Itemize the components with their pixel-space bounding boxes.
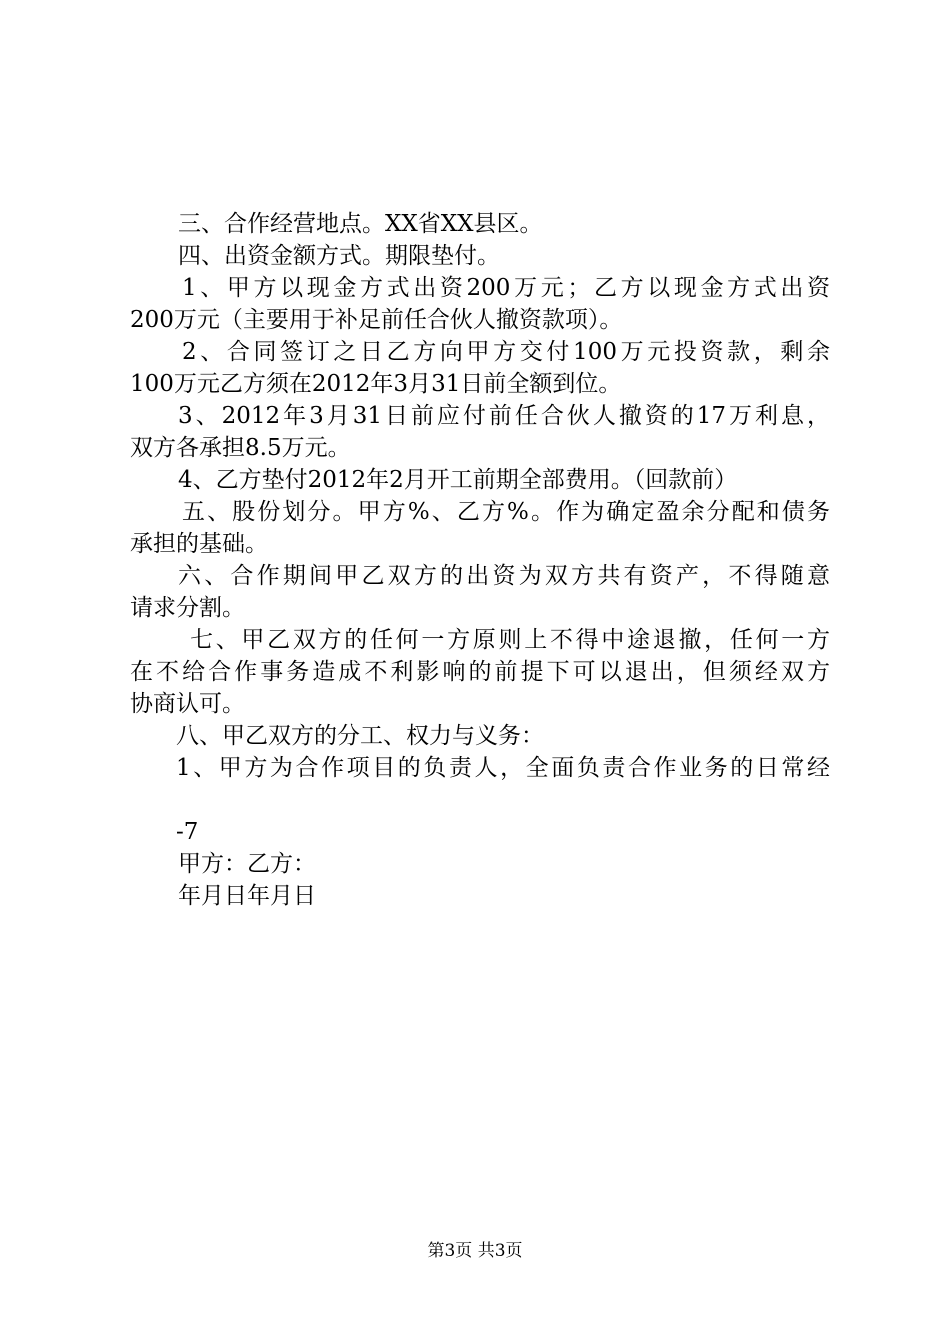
clause-7-withdrawal: 七、甲乙双方的任何一方原则上不得中途退撤，任何一方 [190, 627, 830, 653]
clause-6-assets: 六、合作期间甲乙双方的出资为双方共有资产，不得随意 [178, 563, 830, 589]
page-footer: 第3页 共3页 [427, 1241, 523, 1261]
clause-4-item-4: 4、乙方垫付2012年2月开工前期全部费用。（回款前） [178, 467, 738, 493]
signature-parties: 甲方：乙方： [178, 851, 316, 877]
clause-3-location: 三、合作经营地点。XX省XX县区。 [178, 211, 543, 237]
clause-8-duties: 八、甲乙双方的分工、权力与义务： [176, 723, 544, 749]
clause-4-item-3-cont: 双方各承担8.5万元。 [130, 435, 351, 461]
clause-4-item-2-cont: 100万元乙方须在2012年3月31日前全额到位。 [130, 371, 622, 397]
clause-8-item-1: 1、甲方为合作项目的负责人，全面负责合作业务的日常经 [176, 755, 830, 781]
clause-6-assets-cont: 请求分割。 [130, 595, 245, 621]
signature-dates: 年月日年月日 [178, 883, 316, 909]
clause-4-item-2: 2、合同签订之日乙方向甲方交付100万元投资款，剩余 [182, 339, 830, 365]
clause-4-item-3: 3、2012年3月31日前应付前任合伙人撤资的17万利息， [178, 403, 830, 429]
clause-7-withdrawal-cont: 在不给合作事务造成不利影响的前提下可以退出，但须经双方 [130, 659, 830, 685]
clause-4-item-1-cont: 200万元（主要用于补足前任合伙人撤资款项）。 [130, 307, 623, 333]
clause-4-capital-method: 四、出资金额方式。期限垫付。 [178, 243, 500, 269]
clause-5-shares: 五、股份划分。甲方%、乙方%。作为确定盈余分配和债务 [182, 499, 830, 525]
clause-4-item-1: 1、甲方以现金方式出资200万元；乙方以现金方式出资 [182, 275, 830, 301]
page-marker: -7 [176, 819, 199, 845]
clause-5-shares-cont: 承担的基础。 [130, 531, 268, 557]
clause-7-withdrawal-end: 协商认可。 [130, 691, 245, 717]
